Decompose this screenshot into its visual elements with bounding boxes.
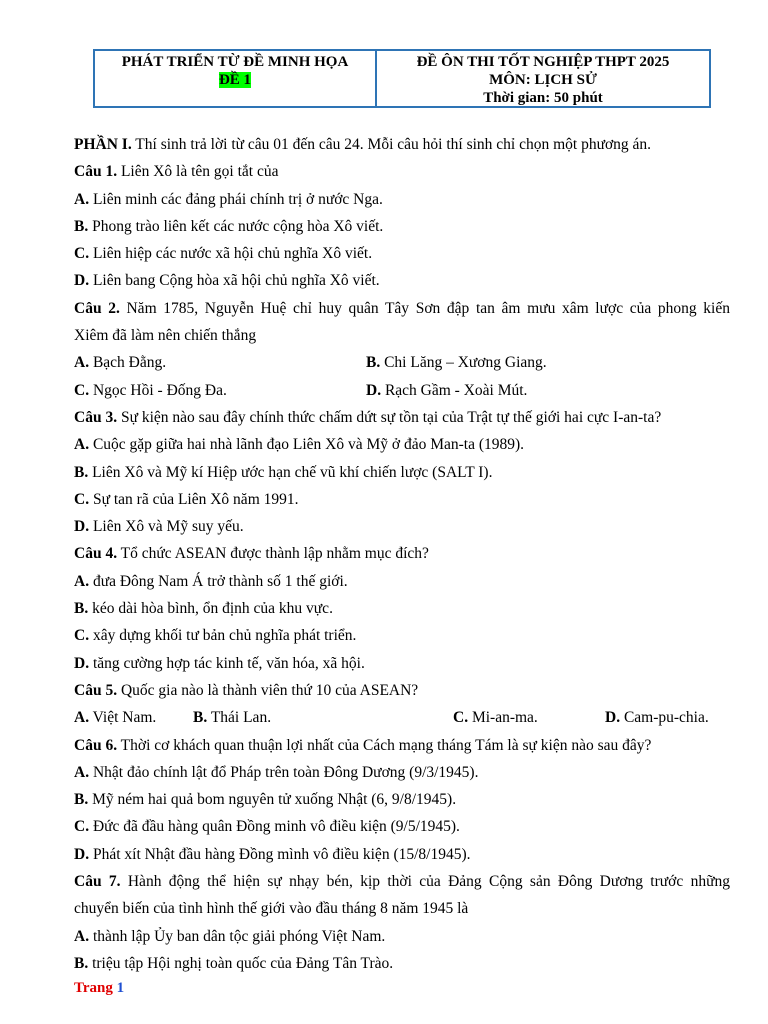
exam-content — [74, 131, 730, 977]
q6-option-a: A. Nhật đảo chính lật đổ Pháp trên toàn Đông Dương (9/3/1945). — [74, 763, 479, 781]
page-footer — [74, 980, 124, 997]
question-5: Câu 5. Quốc gia nào là thành viên thứ 10 của ASEAN? — [74, 681, 419, 699]
q6-option-d: D. Phát xít Nhật đầu hàng Đồng mình vô điều kiện (15/8/1945). — [74, 845, 471, 863]
header-source: PHÁT TRIỂN TỪ ĐỀ MINH HỌA — [121, 54, 349, 70]
header-exam-title: ĐỀ ÔN THI TỐT NGHIỆP THPT 2025 — [416, 54, 670, 70]
question-7-cont: chuyển biến của tình hình thế giới vào đầu tháng 8 năm 1945 là — [74, 900, 469, 918]
q4-option-b: B. kéo dài hòa bình, ổn định của khu vực. — [74, 600, 333, 618]
question-4: Câu 4. Tổ chức ASEAN được thành lập nhằm mục đích? — [74, 545, 429, 563]
q1-option-a: A. Liên minh các đảng phái chính trị ở nước Nga. — [74, 190, 383, 208]
question-3: Câu 3. Sự kiện nào sau đây chính thức chấm dứt sự tồn tại của Trật tự thế giới hai cực I-an-ta? — [74, 408, 662, 426]
question-6: Câu 6. Thời cơ khách quan thuận lợi nhất của Cách mạng tháng Tám là sự kiện nào sau đây? — [74, 736, 652, 754]
question-7: Câu 7. Hành động thể hiện sự nhạy bén, kịp thời của Đảng Cộng sản Đông Dương trước những — [74, 873, 730, 891]
q3-option-d: D. Liên Xô và Mỹ suy yếu. — [74, 518, 244, 536]
q2-option-b: B. Chi Lăng – Xương Giang. — [366, 354, 547, 372]
q5-option-c: C. Mi-an-ma. — [453, 709, 538, 727]
q5-options — [74, 704, 730, 731]
q6-option-c: C. Đức đã đầu hàng quân Đồng minh vô điều kiện (9/5/1945). — [74, 818, 460, 836]
q6-option-b: B. Mỹ ném hai quả bom nguyên tử xuống Nhật (6, 9/8/1945). — [74, 791, 457, 809]
q2-option-a: A. Bạch Đằng. — [74, 354, 167, 372]
page-number: 1 — [116, 980, 125, 996]
q2-option-d: D. Rạch Gầm - Xoài Mút. — [366, 381, 528, 399]
q1-option-d: D. Liên bang Cộng hòa xã hội chủ nghĩa Xô viết. — [74, 272, 380, 290]
header-duration: Thời gian: 50 phút — [483, 90, 603, 106]
q2-options-cd — [74, 377, 730, 404]
question-2-cont: Xiêm đã làm nên chiến thắng — [74, 327, 257, 345]
q5-option-b: B. Thái Lan. — [193, 709, 272, 727]
q3-option-c: C. Sự tan rã của Liên Xô năm 1991. — [74, 490, 299, 508]
header-right-cell — [377, 51, 709, 106]
q5-option-d: D. Cam-pu-chia. — [605, 709, 709, 727]
part-instruction: PHẦN I. Thí sinh trả lời từ câu 01 đến câu 24. Mỗi câu hỏi thí sinh chỉ chọn một phương án. — [74, 136, 652, 153]
question-2: Câu 2. Năm 1785, Nguyễn Huệ chỉ huy quân Tây Sơn đập tan âm mưu xâm lược của phong kiến — [74, 299, 730, 317]
header-left-cell — [95, 51, 377, 106]
q4-option-c: C. xây dựng khối tư bản chủ nghĩa phát triển. — [74, 627, 357, 645]
q1-option-c: C. Liên hiệp các nước xã hội chủ nghĩa Xô viết. — [74, 245, 373, 263]
q5-option-a: A. Việt Nam. — [74, 709, 157, 727]
q3-option-a: A. Cuộc gặp giữa hai nhà lãnh đạo Liên Xô và Mỹ ở đảo Man-ta (1989). — [74, 436, 525, 454]
q7-option-a: A. thành lập Ủy ban dân tộc giải phóng Việt Nam. — [74, 927, 386, 945]
q4-option-a: A. đưa Đông Nam Á trở thành số 1 thế giới. — [74, 572, 348, 590]
q3-option-b: B. Liên Xô và Mỹ kí Hiệp ước hạn chế vũ khí chiến lược (SALT I). — [74, 463, 493, 481]
page-label: Trang — [74, 980, 113, 996]
q4-option-d: D. tăng cường hợp tác kinh tế, văn hóa, xã hội. — [74, 654, 365, 672]
header-subject: MÔN: LỊCH SỬ — [489, 72, 597, 88]
q7-option-b: B. triệu tập Hội nghị toàn quốc của Đảng Tân Trào. — [74, 954, 394, 972]
exam-header-table — [93, 49, 711, 108]
q2-option-c: C. Ngọc Hồi - Đống Đa. — [74, 381, 227, 399]
question-1: Câu 1. Liên Xô là tên gọi tắt của — [74, 163, 279, 181]
q1-option-b: B. Phong trào liên kết các nước cộng hòa Xô viết. — [74, 217, 384, 235]
header-exam-number: ĐỀ 1 — [218, 72, 252, 88]
q2-options-ab — [74, 349, 730, 376]
